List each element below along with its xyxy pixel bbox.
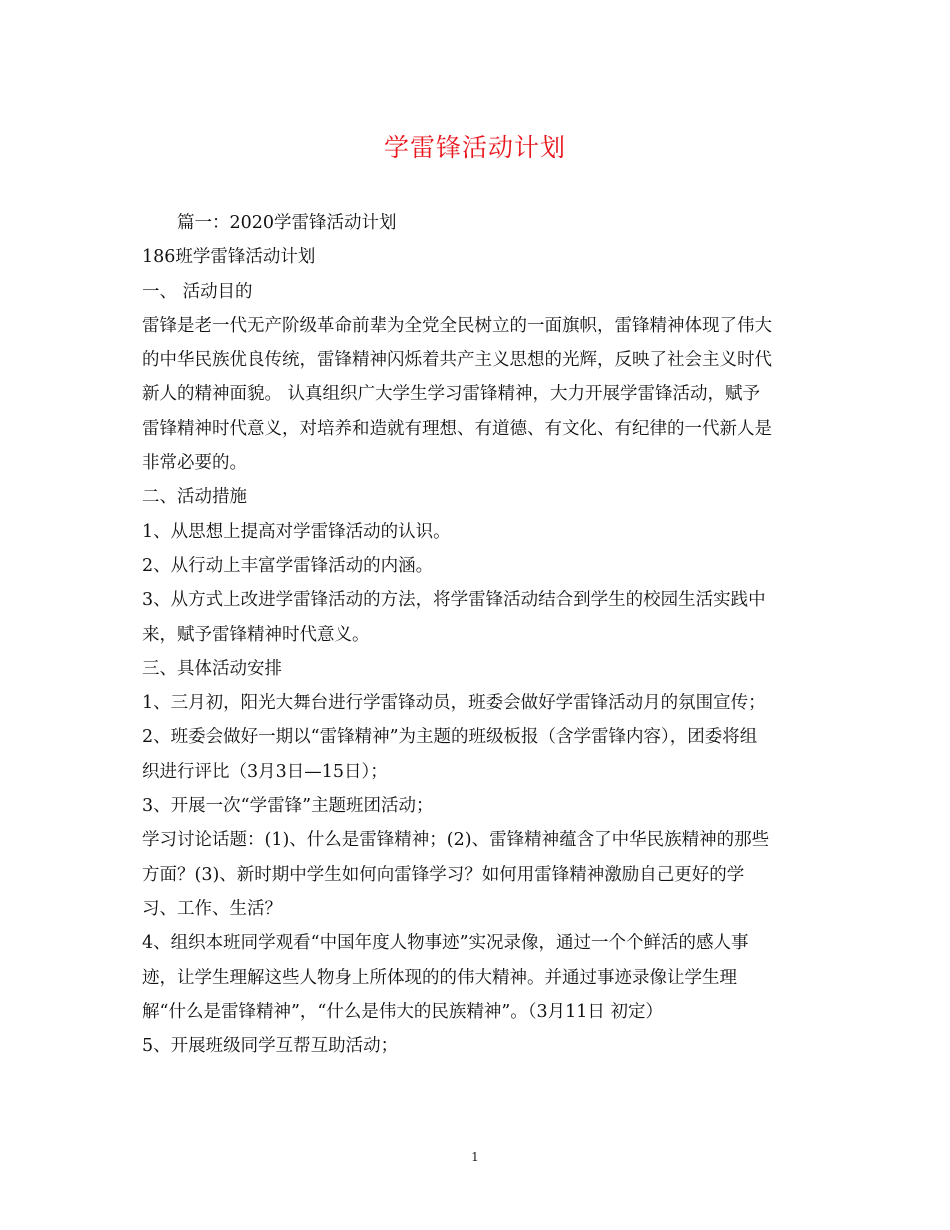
section-heading: 三、具体活动安排 <box>142 658 282 679</box>
page-number: 1 <box>471 1150 479 1164</box>
section-heading: 一、 活动目的 <box>142 281 253 302</box>
body-line: 3、从方式上改进学雷锋活动的方法，将学雷锋活动结合到学生的校园生活实践中 <box>142 590 766 611</box>
body-line: 186班学雷锋活动计划 <box>142 247 316 268</box>
body-line: 4、组织本班同学观看“中国年度人物事迹”实况录像，通过一个个鲜活的感人事 <box>142 933 749 954</box>
body-line: 2、从行动上丰富学雷锋活动的内涵。 <box>142 555 434 576</box>
body-line: 的中华民族优良传统，雷锋精神闪烁着共产主义思想的光辉，反映了社会主义时代 <box>142 350 772 371</box>
body-line: 学习讨论话题：(1)、什么是雷锋精神；(2)、雷锋精神蕴含了中华民族精神的那些 <box>142 830 770 851</box>
body-line: 来，赋予雷锋精神时代意义。 <box>142 624 370 645</box>
body-line: 篇一：2020学雷锋活动计划 <box>177 213 397 233</box>
body-line: 雷锋是老一代无产阶级革命前辈为全党全民树立的一面旗帜，雷锋精神体现了伟大 <box>142 315 772 336</box>
body-line: 2、班委会做好一期以“雷锋精神”为主题的班级板报（含学雷锋内容），团委将组 <box>142 727 758 748</box>
body-line: 习、工作、生活？ <box>142 898 282 919</box>
body-line: 新人的精神面貌。 认真组织广大学生学习雷锋精神，大力开展学雷锋活动，赋予 <box>142 384 761 405</box>
document-body <box>142 206 817 1063</box>
body-line: 5、开展班级同学互帮互助活动； <box>142 1036 399 1057</box>
body-line: 迹，让学生理解这些人物身上所体现的的伟大精神。并通过事迹录像让学生理 <box>142 967 737 988</box>
body-line: 解“什么是雷锋精神”，“什么是伟大的民族精神”。（3月11日 初定） <box>142 1001 663 1022</box>
body-line: 雷锋精神时代意义，对培养和造就有理想、有道德、有文化、有纪律的一代新人是 <box>142 418 772 439</box>
section-heading: 二、活动措施 <box>142 487 247 508</box>
body-line: 3、开展一次“学雷锋”主题班团活动； <box>142 796 434 817</box>
body-line: 1、三月初，阳光大舞台进行学雷锋动员，班委会做好学雷锋活动月的氛围宣传； <box>142 693 766 714</box>
document-title: 学雷锋活动计划 <box>383 133 566 162</box>
body-line: 1、从思想上提高对学雷锋活动的认识。 <box>142 521 451 542</box>
body-line: 非常必要的。 <box>142 453 247 474</box>
body-line: 织进行评比（3月3日—15日）； <box>142 761 388 782</box>
body-line: 方面？(3)、新时期中学生如何向雷锋学习？如何用雷锋精神激励自己更好的学 <box>142 864 745 885</box>
